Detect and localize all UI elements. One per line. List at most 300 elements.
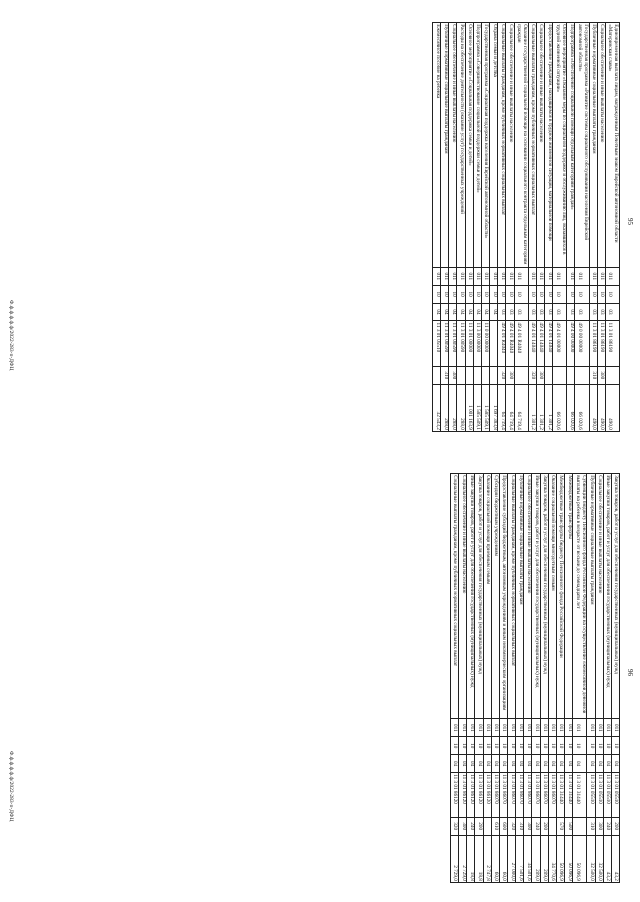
table-row (565, 474, 573, 883)
amount: 66 020,6 (567, 384, 575, 431)
table-row (483, 474, 491, 883)
expense-type-code (575, 366, 589, 384)
grbs-code: 011 (475, 719, 483, 737)
subsection-code: 04 (441, 303, 449, 321)
grbs-code: 011 (532, 719, 540, 737)
table-row (528, 23, 536, 432)
amount: 1 585 509,1 (473, 384, 481, 431)
grbs-code: 011 (567, 267, 575, 285)
expense-type-code: 300 (459, 817, 467, 835)
row-name: Закупка товаров, работ и услуг для обеспечения государственных (муниципальных) нужд (611, 474, 619, 719)
amount: 32 500,0 (587, 835, 595, 882)
table-row (457, 23, 465, 432)
row-name: Публичные нормативные социальные выплаты гражданам (587, 474, 595, 719)
subsection-code: 04 (483, 755, 491, 773)
target-article-code: 11 3 01 00000 (465, 321, 473, 367)
row-name: Государственная программа «Развитие системы социального обслуживания населения Еврейской автономной области» (575, 23, 589, 268)
amount: 490,0 (605, 384, 619, 431)
target-article-code: 49 4 01 14040 (536, 321, 544, 367)
section-code: 10 (548, 737, 556, 755)
expense-type-code: 310 (441, 366, 449, 384)
section-code: 10 (575, 285, 589, 303)
subsection-code: 03 (553, 303, 567, 321)
target-article-code: 11 0 00 00000 (481, 321, 489, 367)
section-code: 10 (491, 737, 499, 755)
table-row (597, 23, 605, 432)
expense-type-code (465, 366, 473, 384)
grbs-code: 011 (467, 719, 475, 737)
target-article-code: 49 4 01 00000 (553, 321, 567, 367)
subsection-code: 04 (508, 755, 516, 773)
subsection-code: 04 (540, 755, 548, 773)
subsection-code: 04 (565, 755, 573, 773)
expense-type-code (605, 366, 619, 384)
target-article-code: 11 3 01 86190 (605, 321, 619, 367)
budget-table-body (433, 23, 620, 432)
grbs-code: 011 (433, 267, 441, 285)
section-code: 10 (433, 285, 441, 303)
grbs-code: 011 (506, 267, 514, 285)
amount: 50 096,9 (556, 835, 564, 882)
table-row (589, 23, 597, 432)
target-article-code: 11 3 01 86120 (450, 773, 458, 818)
row-name: Основное мероприятие «Оказание меры по социальной поддержке и обслуживанию лиц, оказавшихся в трудной жизненной ситуации» (553, 23, 567, 268)
amount: 64 719,4 (514, 384, 528, 431)
document-footer: Ф.ф.ф.ф.ф.ф/2022-283-п-ДФЦ (8, 751, 14, 822)
subsection-code: 04 (532, 755, 540, 773)
amount: 60,0 (491, 835, 499, 882)
table-row (553, 23, 567, 432)
table-row (536, 23, 544, 432)
grbs-code: 011 (457, 267, 465, 285)
row-name: Публичные нормативные социальные выплаты гражданам (589, 23, 597, 268)
row-name: Социальное обеспечение и иные выплаты населению (459, 474, 467, 719)
subsection-code: 04 (465, 303, 473, 321)
grbs-code: 011 (441, 267, 449, 285)
target-article-code: 11 3 01 05510 (603, 773, 611, 818)
expense-type-code: 320 (508, 817, 516, 835)
target-article-code: 11 3 01 31440 (565, 773, 573, 818)
table-row (449, 23, 457, 432)
target-article-code: 11 3 01 86070 (548, 773, 556, 818)
target-article-code: 49 4 00 00000 (567, 321, 575, 367)
amount: 288,0 (441, 384, 449, 431)
grbs-code: 011 (459, 719, 467, 737)
section-code: 10 (490, 285, 498, 303)
table-row (508, 474, 516, 883)
row-name: Субвенции бюджету Пенсионного фонда Российской Федерации на осуществление ежемесячной денежной выплаты на ребенка в возрасте от восьми до семнадцати лет (573, 474, 587, 719)
amount: 66 020,6 (553, 384, 567, 431)
expense-type-code: 570 (556, 817, 564, 835)
expense-type-code (553, 366, 567, 384)
grbs-code: 011 (587, 719, 595, 737)
amount: 2 729,0 (459, 835, 467, 882)
row-name: Охрана семьи и детства (490, 23, 498, 268)
table-row (465, 23, 473, 432)
row-name: Иные закупки товаров, работ и услуг для обеспечения государственных (муниципальных) нужд (532, 474, 540, 719)
target-article-code: 49 4 01 14040 (528, 321, 536, 367)
table-row (540, 474, 548, 883)
section-code: 10 (516, 737, 524, 755)
target-article-code: 11 3 01 00590 (441, 321, 449, 367)
row-name: Иные закупки товаров, работ и услуг для обеспечения государственных (муниципальных) нужд (603, 474, 611, 719)
table-row (532, 474, 540, 883)
grbs-code: 011 (589, 267, 597, 285)
target-article-code: 11 3 01 86070 (524, 773, 532, 818)
expense-type-code (483, 817, 491, 835)
row-name: Публичные нормативные социальные выплаты гражданам (516, 474, 524, 719)
subsection-code: 04 (449, 303, 457, 321)
expense-type-code (567, 366, 575, 384)
table-row (490, 23, 498, 432)
target-article-code: 11 3 01 86120 (475, 773, 483, 818)
subsection-code: 04 (450, 755, 458, 773)
section-code: 10 (553, 285, 567, 303)
amount: 288,0 (457, 384, 465, 431)
section-code: 10 (475, 737, 483, 755)
subsection-code: 03 (597, 303, 605, 321)
row-name: Подпрограмма «Совершенствование социальной поддержки семьи и детей» (473, 23, 481, 268)
section-code: 10 (532, 737, 540, 755)
table-row (441, 23, 449, 432)
row-name: Предоставление субсидий бюджетным, автономным учреждениям и иным некоммерческим организациям (499, 474, 507, 719)
amount: 66 020,6 (575, 384, 589, 431)
grbs-code: 011 (491, 719, 499, 737)
section-code: 10 (499, 737, 507, 755)
grbs-code: 011 (524, 719, 532, 737)
amount: 1 301,2 (545, 384, 553, 431)
target-article-code: 11 3 01 86070 (491, 773, 499, 818)
target-article-code: 49 4 01 R4040 (506, 321, 514, 367)
row-name: Социальные выплаты гражданам, кроме публичных нормативных социальных выплат (450, 474, 458, 719)
table-row (545, 23, 553, 432)
amount: 50 096,9 (565, 835, 573, 882)
section-code: 10 (528, 285, 536, 303)
expense-type-code: 300 (524, 817, 532, 835)
table-row (498, 23, 506, 432)
subsection-code: 03 (575, 303, 589, 321)
section-code: 10 (483, 737, 491, 755)
grbs-code: 011 (483, 719, 491, 737)
budget-table (450, 473, 620, 883)
amount: 43,2 (611, 835, 619, 882)
amount: 1 001 163,9 (465, 384, 473, 431)
grbs-code: 011 (540, 719, 548, 737)
subsection-code: 04 (556, 755, 564, 773)
expense-type-code: 300 (536, 366, 544, 384)
expense-type-code (433, 366, 441, 384)
target-article-code: 11 3 01 86190 (597, 321, 605, 367)
target-article-code: 11 3 01 86120 (459, 773, 467, 818)
table-row (603, 474, 611, 883)
section-code: 10 (450, 737, 458, 755)
subsection-code: 04 (491, 755, 499, 773)
subsection-code: 03 (528, 303, 536, 321)
section-code: 10 (605, 285, 619, 303)
row-name: Закупка товаров, работ и услуг для обеспечения государственных (муниципальных) нужд (475, 474, 483, 719)
section-code: 10 (506, 285, 514, 303)
amount: 34 770,6 (548, 835, 556, 882)
section-code: 10 (457, 285, 465, 303)
section-code: 10 (498, 285, 506, 303)
row-name: Межбюджетные трансферты бюджету Пенсионного фонда Российской Федерации (556, 474, 564, 719)
section-code: 10 (508, 737, 516, 755)
subsection-code: 04 (481, 303, 489, 321)
table-row (611, 474, 619, 883)
subsection-code: 04 (516, 755, 524, 773)
table-row (473, 23, 481, 432)
target-article-code: 49 4 01 R4040 (514, 321, 528, 367)
page-right (0, 451, 640, 902)
amount: 64 719,4 (498, 384, 506, 431)
grbs-code: 011 (611, 719, 619, 737)
target-article-code: 11 3 01 86070 (499, 773, 507, 818)
amount: 1 585 509,1 (481, 384, 489, 431)
row-name: Социальное обеспечение и иные выплаты населению (524, 474, 532, 719)
amount: 60,0 (499, 835, 507, 882)
subsection-code: 03 (514, 303, 528, 321)
table-row (587, 474, 595, 883)
table-row (575, 23, 589, 432)
expense-type-code: 300 (449, 366, 457, 384)
subsection-code: 04 (459, 755, 467, 773)
grbs-code: 011 (565, 719, 573, 737)
target-article-code: 11 3 00 00000 (473, 321, 481, 367)
amount: 2 747,8 (483, 835, 491, 882)
expense-type-code (473, 366, 481, 384)
page-number: 96 (626, 669, 634, 676)
row-name: Социальное обеспечение и иные выплаты населению (536, 23, 544, 268)
expense-type-code (514, 366, 528, 384)
target-article-code: 11 3 01 31440 (573, 773, 587, 818)
expense-type-code: 300 (597, 366, 605, 384)
target-article-code: 11 3 01 00590 (449, 321, 457, 367)
expense-type-code: 200 (540, 817, 548, 835)
row-name: Иные закупки товаров, работ и услуг для обеспечения государственных (муниципальных) нужд (467, 474, 475, 719)
grbs-code: 011 (481, 267, 489, 285)
target-article-code: 11 3 01 05510 (595, 773, 603, 818)
amount: 27 000,0 (508, 835, 516, 882)
amount: 490,0 (589, 384, 597, 431)
row-name: Социальные выплаты гражданам, кроме публичных нормативных социальных выплат (508, 474, 516, 719)
section-code: 10 (597, 285, 605, 303)
amount: 1 301,2 (536, 384, 544, 431)
grbs-code: 011 (553, 267, 567, 285)
row-name: Социальное обеспечение и иные выплаты населению (449, 23, 457, 268)
section-code: 10 (540, 737, 548, 755)
grbs-code: 011 (528, 267, 536, 285)
subsection-code: 04 (490, 303, 498, 321)
expense-type-code: 200 (611, 817, 619, 835)
grbs-code: 011 (575, 267, 589, 285)
grbs-code: 011 (548, 719, 556, 737)
subsection-code: 03 (545, 303, 553, 321)
subsection-code: 04 (499, 755, 507, 773)
row-name: Ежемесячное пособие на ребенка (433, 23, 441, 268)
subsection-code: 04 (475, 755, 483, 773)
page-number: 95 (626, 218, 634, 225)
budget-table-body (450, 474, 619, 883)
table-row (450, 474, 458, 883)
row-name: Публичные нормативные социальные выплаты гражданам (441, 23, 449, 268)
expense-type-code: 310 (589, 366, 597, 384)
grbs-code: 011 (465, 267, 473, 285)
target-article-code: 11 3 01 00590 (457, 321, 465, 367)
section-code: 10 (473, 285, 481, 303)
expense-type-code (573, 817, 587, 835)
subsection-code: 04 (467, 755, 475, 773)
amount: 64 719,4 (506, 384, 514, 431)
amount: 32 543,2 (433, 384, 441, 431)
expense-type-code: 200 (475, 817, 483, 835)
table-row (556, 474, 564, 883)
section-code: 10 (465, 285, 473, 303)
grbs-code: 011 (516, 719, 524, 737)
expense-type-code (545, 366, 553, 384)
expense-type-code: 310 (587, 817, 595, 835)
row-name: Расходы на обеспечение деятельности (оказание услуг) государственных учреждений (457, 23, 465, 268)
grbs-code: 011 (556, 719, 564, 737)
grbs-code: 011 (595, 719, 603, 737)
grbs-code: 011 (450, 719, 458, 737)
table-row (467, 474, 475, 883)
expense-type-code: 300 (506, 366, 514, 384)
row-name: Оказание государственной социальной помощи на основании социального контракта отдельным категориям граждан (514, 23, 528, 268)
table-row (516, 474, 524, 883)
target-article-code: 11 3 01 86070 (540, 773, 548, 818)
amount: 34 501,6 (524, 835, 532, 882)
expense-type-code: 310 (516, 817, 524, 835)
table-row (514, 23, 528, 432)
table-row (605, 23, 619, 432)
target-article-code: 11 3 01 86120 (467, 773, 475, 818)
expense-type-code: 600 (499, 817, 507, 835)
subsection-code: 04 (548, 755, 556, 773)
amount: 288,0 (449, 384, 457, 431)
section-code: 10 (449, 285, 457, 303)
table-row (475, 474, 483, 883)
expense-type-code: 240 (532, 817, 540, 835)
table-row (433, 23, 441, 432)
expense-type-code (481, 366, 489, 384)
subsection-code: 04 (603, 755, 611, 773)
section-code: 10 (556, 737, 564, 755)
expense-type-code: 300 (595, 817, 603, 835)
target-article-code: 11 3 01 31440 (556, 773, 564, 818)
target-article-code: 11 3 01 86070 (532, 773, 540, 818)
subsection-code: 04 (573, 755, 587, 773)
target-article-code: 11 3 01 86070 (516, 773, 524, 818)
table-row (459, 474, 467, 883)
expense-type-code: 500 (565, 817, 573, 835)
target-article-code: 11 3 01 86070 (508, 773, 516, 818)
budget-table (432, 22, 620, 432)
expense-type-code: 610 (491, 817, 499, 835)
grbs-code: 011 (605, 267, 619, 285)
row-name: Основное мероприятие «Социальная поддержка семьи и детей» (465, 23, 473, 268)
expense-type-code: 320 (450, 817, 458, 835)
row-name: Государственная программа «Социальная поддержка населения Еврейской автономной области» (481, 23, 489, 268)
section-code: 10 (514, 285, 528, 303)
subsection-code: 04 (595, 755, 603, 773)
section-code: 10 (595, 737, 603, 755)
row-name: Социальные выплаты гражданам, кроме публичных нормативных социальных выплат (498, 23, 506, 268)
amount: 18,8 (475, 835, 483, 882)
document-footer: Ф.ф.ф.ф.ф.ф/2022-283-п-ДФЦ (8, 300, 14, 371)
section-code: 10 (459, 737, 467, 755)
subsection-code: 03 (498, 303, 506, 321)
expense-type-code: 320 (498, 366, 506, 384)
row-name: Социальные выплаты гражданам, кроме публичных нормативных социальных выплат (528, 23, 536, 268)
target-article-code: 11 3 01 05510 (587, 773, 595, 818)
amount: 2 729,0 (450, 835, 458, 882)
grbs-code: 011 (603, 719, 611, 737)
amount: 1 697 383,8 (490, 384, 498, 431)
expense-type-code: 320 (528, 366, 536, 384)
row-name: Предоставление гражданам, находящимся в трудной жизненной ситуации, материальной помощи (545, 23, 553, 268)
row-name: Межбюджетные трансферты (565, 474, 573, 719)
grbs-code: 011 (536, 267, 544, 285)
section-code: 10 (611, 737, 619, 755)
subsection-code: 04 (433, 303, 441, 321)
subsection-code: 04 (587, 755, 595, 773)
amount: 43,2 (603, 835, 611, 882)
table-row (506, 23, 514, 432)
subsection-code: 03 (506, 303, 514, 321)
section-code: 10 (441, 285, 449, 303)
target-article-code: 49 0 00 00000 (575, 321, 589, 367)
amount: 490,0 (597, 384, 605, 431)
section-code: 10 (573, 737, 587, 755)
grbs-code: 011 (597, 267, 605, 285)
amount: 18,8 (467, 835, 475, 882)
grbs-code: 011 (545, 267, 553, 285)
row-name: Закупка товаров, работ и услуг для обеспечения государственных (муниципальных) нужд (540, 474, 548, 719)
row-name: Подпрограмма «Обеспечение социальной помощи отдельным категориям граждан» (567, 23, 575, 268)
row-name: Субсидии бюджетным учреждениям (491, 474, 499, 719)
table-row (491, 474, 499, 883)
subsection-code: 04 (611, 755, 619, 773)
target-article-code: 11 3 01 05510 (611, 773, 619, 818)
section-code: 10 (587, 737, 595, 755)
subsection-code: 04 (524, 755, 532, 773)
section-code: 10 (481, 285, 489, 303)
subsection-code: 03 (536, 303, 544, 321)
subsection-code: 04 (473, 303, 481, 321)
target-article-code: 49 4 01 R4040 (498, 321, 506, 367)
amount: 7 501,6 (516, 835, 524, 882)
row-name: Единовременная выплата лицам, награжденным Почетным знаком Еврейской автономной области «Материнская слава» (605, 23, 619, 268)
grbs-code: 011 (498, 267, 506, 285)
section-code: 10 (545, 285, 553, 303)
section-code: 10 (567, 285, 575, 303)
grbs-code: 011 (508, 719, 516, 737)
amount: 209,0 (540, 835, 548, 882)
table-row (524, 474, 532, 883)
grbs-code: 011 (473, 267, 481, 285)
grbs-code: 011 (499, 719, 507, 737)
expense-type-code: 240 (467, 817, 475, 835)
expense-type-code: 240 (603, 817, 611, 835)
section-code: 10 (603, 737, 611, 755)
grbs-code: 011 (449, 267, 457, 285)
target-article-code: 11 3 01 86190 (589, 321, 597, 367)
section-code: 10 (589, 285, 597, 303)
section-code: 10 (565, 737, 573, 755)
target-article-code: 11 3 01 05510 (433, 321, 441, 367)
row-name: Оказание социальной помощи многодетным семьям (548, 474, 556, 719)
target-article-code (490, 321, 498, 367)
